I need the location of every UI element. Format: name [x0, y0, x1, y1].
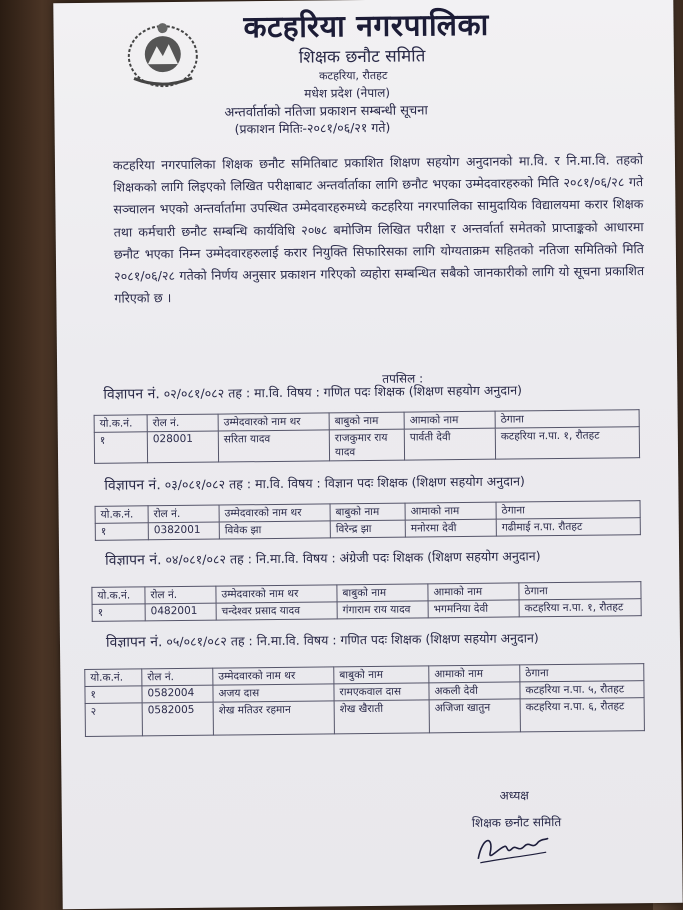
- ad-number: ०४/०८१/०८२: [165, 551, 227, 568]
- ad-number: ०२/०८१/०८२: [163, 385, 225, 402]
- col-address: ठेगाना: [496, 501, 640, 520]
- signatory-committee: शिक्षक छनौट समिति: [471, 814, 562, 830]
- cell-address: कटहरिया न.पा. ६, रौतहट: [520, 698, 644, 732]
- nepal-emblem-icon: [123, 20, 202, 91]
- col-mother: आमाको नाम: [428, 583, 519, 601]
- schedule-title: तपसिल :: [382, 371, 424, 386]
- ad-number: ०५/०८१/०८२: [166, 633, 227, 650]
- cell-mother: भगमनिया देवी: [428, 600, 519, 618]
- col-name: उम्मेदवारको नाम थर: [219, 504, 330, 522]
- cell-father: रामएकवाल दास: [334, 683, 429, 701]
- ad-details: तह : नि.मा.वि. विषय : अंग्रेजी पदः शिक्षक (शिक्षण सहयोग अनुदान): [229, 548, 541, 567]
- cell-roll: 028001: [147, 431, 218, 463]
- col-address: ठेगाना: [520, 664, 644, 682]
- result-table-3: [91, 581, 641, 622]
- cell-serial: १: [85, 686, 142, 704]
- cell-name: सरिता यादव: [218, 430, 329, 462]
- signatory-title: अध्यक्ष: [499, 788, 529, 803]
- cell-address: गढीमाई न.पा. रौतहट: [496, 518, 640, 537]
- ad-label: विज्ञापन नं.: [105, 552, 162, 569]
- cell-mother: अजिजा खातुन: [429, 699, 520, 733]
- committee-title: शिक्षक छनौट समिति: [298, 46, 426, 68]
- cell-address: कटहरिया न.पा. १, रौतहट: [519, 599, 641, 617]
- notice-date: (प्रकाशन मितिः-२०८१/०६/२१ गते): [234, 119, 391, 137]
- ad-heading-2: [104, 471, 525, 494]
- col-serial: यो.क.नं.: [92, 587, 145, 605]
- col-father: बाबुको नाम: [330, 503, 405, 521]
- col-serial: यो.क.नं.: [85, 669, 142, 687]
- cell-address: कटहरिया न.पा. ५, रौतहट: [520, 681, 644, 699]
- province: मधेश प्रदेश (नेपाल): [304, 85, 391, 101]
- col-roll: रोल नं.: [148, 505, 219, 523]
- cell-father: शेख खैराती: [334, 700, 429, 734]
- notice-title: अन्तर्वार्ताको नतिजा प्रकाशन सम्बन्धी सूचना: [224, 103, 428, 121]
- table-row: [85, 698, 644, 737]
- cell-roll: 0382001: [148, 522, 219, 540]
- ad-label: विज्ञापन नं.: [103, 386, 160, 403]
- cell-name: विवेक झा: [219, 521, 330, 539]
- col-father: बाबुको नाम: [329, 412, 404, 430]
- ad-number: ०३/०८१/०८२: [164, 476, 226, 493]
- address: कटहरिया, रौतहट: [318, 68, 388, 83]
- cell-roll: 0482001: [145, 603, 216, 621]
- ad-label: विज्ञापन नं.: [105, 634, 163, 651]
- ad-label: विज्ञापन नं.: [104, 477, 161, 494]
- col-mother: आमाको नाम: [429, 665, 520, 683]
- col-address: ठेगाना: [495, 410, 639, 429]
- cell-serial: १: [92, 604, 145, 622]
- col-roll: रोल नं.: [142, 668, 213, 686]
- result-table-4: [84, 663, 645, 737]
- ad-heading-1: [103, 380, 522, 403]
- col-address: ठेगाना: [519, 582, 641, 600]
- cell-father: राजकुमार राय यादव: [329, 429, 404, 461]
- cell-serial: १: [94, 432, 147, 464]
- cell-serial: १: [95, 523, 148, 541]
- result-table-2: [95, 500, 641, 541]
- col-name: उम्मेदवारको नाम थर: [216, 585, 337, 603]
- cell-serial: २: [85, 703, 142, 737]
- cell-roll: 0582005: [142, 702, 213, 736]
- notice-body: कटहरिया नगरपालिका शिक्षक छनौट समितिबाट प्रकाशित शिक्षण सहयोग अनुदानको मा.वि. र नि.मा.वि. तहको शिक्षकको लागि लिइएको लिखित परीक्षाबाट अन्तर्वार्ताका लागि छनौट भएका उम्मेदवारहरुको मिति २०८१/०६/२८ गते सञ्चालन भएको अन्तर्वार्तामा उपस्थित उम्मेदवारहरुमध्ये कटहरिया नगरपालिका सामुदायिक विद्यालयमा करार शिक्षक तथा कर्मचारी छनौट सम्बन्धि कार्यविधि २०७८ बमोजिम लिखित परीक्षा र अन्तर्वार्ता समेतको प्राप्ताङ्कको आधारमा छनौट भएका निम्न उम्मेदवारहरुलाई करार नियुक्ति सिफारिसका लागि योग्यताक्रम सहितको नतिजा समितिको मिति २०८१/०६/२८ गतेको निर्णय अनुसार प्रकाशन गरिएको व्यहोरा सम्बन्धित सबैको जानकारीको लागि यो सूचना प्रकाशित गरिएको छ ।: [112, 152, 645, 306]
- cell-father: विरेन्द्र झा: [330, 520, 405, 538]
- col-name: उम्मेदवारको नाम थर: [213, 667, 334, 685]
- handwritten-signature: [472, 828, 552, 869]
- notice-paper: [53, 0, 682, 909]
- col-roll: रोल नं.: [145, 586, 216, 604]
- col-father: बाबुको नाम: [334, 666, 429, 684]
- col-serial: यो.क.नं.: [95, 506, 148, 524]
- ad-heading-3: [105, 546, 541, 570]
- cell-mother: मनोरमा देवी: [405, 519, 496, 537]
- ad-details: तह : मा.वि. विषय : गणित पदः शिक्षक (शिक्षण सहयोग अनुदान): [228, 382, 523, 401]
- table-row: [94, 427, 639, 464]
- cell-roll: 0582004: [142, 685, 213, 703]
- ad-details: तह : नि.मा.वि. विषय : गणित पदः शिक्षक (शिक्षण सहयोग अनुदान): [230, 630, 539, 649]
- cell-mother: अकली देवी: [429, 682, 520, 700]
- col-name: उम्मेदवारको नाम थर: [218, 413, 329, 431]
- result-table-1: [94, 409, 640, 464]
- col-roll: रोल नं.: [147, 414, 218, 432]
- cell-address: कटहरिया न.पा. १, रौतहट: [495, 427, 639, 460]
- cell-name: शेख मतिउर रहमान: [213, 701, 334, 735]
- col-mother: आमाको नाम: [405, 502, 496, 520]
- col-father: बाबुको नाम: [337, 584, 428, 602]
- ad-details: तह : मा.वि. विषय : विज्ञान पदः शिक्षक (शिक्षण सहयोग अनुदान): [229, 473, 525, 492]
- cell-mother: पार्वती देवी: [404, 428, 495, 460]
- col-serial: यो.क.नं.: [94, 415, 147, 433]
- cell-name: अजय दास: [213, 684, 334, 702]
- ad-heading-4: [106, 628, 539, 652]
- cell-name: चन्देश्वर प्रसाद यादव: [216, 602, 337, 620]
- cell-father: गंगाराम राय यादव: [337, 601, 428, 619]
- col-mother: आमाको नाम: [404, 411, 495, 429]
- municipality-title: कटहरिया नगरपालिका: [243, 7, 490, 46]
